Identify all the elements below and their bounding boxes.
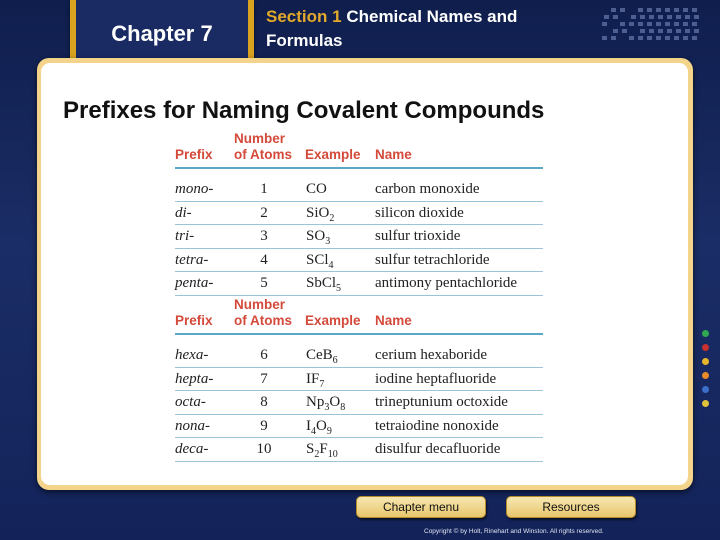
prefix-cell: di- bbox=[175, 204, 192, 221]
example-cell: $I_4O_9$ bbox=[306, 417, 332, 437]
example-cell: $SO_3$ bbox=[306, 228, 331, 247]
name-cell: tetraiodine nonoxide bbox=[375, 417, 499, 434]
name-cell: carbon monoxide bbox=[375, 181, 480, 197]
section-label: Section 1 bbox=[266, 7, 342, 26]
example-cell: $IF_7$ bbox=[306, 370, 325, 390]
header-rule bbox=[175, 167, 543, 169]
table-row bbox=[175, 344, 543, 368]
header-name: Name bbox=[375, 313, 412, 328]
header-example: Example bbox=[305, 313, 361, 328]
name-cell: sulfur trioxide bbox=[375, 228, 461, 244]
table-rows bbox=[175, 344, 543, 462]
table-row bbox=[175, 249, 543, 273]
table-row bbox=[175, 272, 543, 296]
section-heading bbox=[266, 5, 596, 53]
prefix-cell: hexa- bbox=[175, 347, 209, 363]
prefix-cell: deca- bbox=[175, 441, 209, 457]
number-cell: 8 bbox=[260, 394, 268, 410]
number-cell: 7 bbox=[260, 370, 268, 387]
table-row bbox=[175, 225, 543, 249]
number-cell: 9 bbox=[260, 417, 268, 434]
number-cell: 10 bbox=[256, 441, 272, 457]
table-row bbox=[175, 178, 543, 202]
resources-button[interactable]: Resources bbox=[506, 496, 636, 518]
table-row bbox=[175, 438, 543, 462]
table-row bbox=[175, 415, 543, 439]
table-header-row bbox=[175, 296, 543, 331]
prefix-table-group-2 bbox=[175, 296, 543, 462]
prefix-cell: hepta- bbox=[175, 370, 214, 387]
header-example: Example bbox=[305, 147, 361, 162]
header-prefix: Prefix bbox=[175, 147, 213, 162]
prefix-cell: penta- bbox=[175, 275, 214, 291]
prefix-cell: nona- bbox=[175, 417, 210, 434]
name-cell: disulfur decafluoride bbox=[375, 441, 501, 457]
number-cell: 1 bbox=[260, 181, 268, 197]
name-cell: sulfur tetrachloride bbox=[375, 251, 490, 268]
prefix-cell: mono- bbox=[175, 181, 214, 197]
example-cell: SCl$_4$ bbox=[306, 251, 334, 271]
table-row bbox=[175, 391, 543, 415]
prefix-cell: octa- bbox=[175, 394, 206, 410]
copyright-notice: Copyright © by Holt, Rinehart and Winston. All rights reserved. bbox=[424, 528, 604, 535]
table-row bbox=[175, 202, 543, 226]
example-cell: SbCl$_5$ bbox=[306, 275, 342, 294]
table-row bbox=[175, 368, 543, 392]
example-cell: SiO$_2$ bbox=[306, 204, 335, 224]
name-cell: antimony pentachloride bbox=[375, 275, 518, 291]
section-title-line1: Chemical Names and bbox=[346, 7, 518, 26]
name-cell: silicon dioxide bbox=[375, 204, 464, 221]
header-name: Name bbox=[375, 147, 412, 162]
header-number-of-atoms: Number of Atoms bbox=[234, 297, 292, 328]
table-header-row bbox=[175, 130, 543, 165]
content-panel bbox=[37, 58, 693, 490]
number-cell: 2 bbox=[260, 204, 268, 221]
number-cell: 3 bbox=[260, 228, 268, 244]
example-cell: $Np_3O_8$ bbox=[306, 394, 346, 413]
name-cell: cerium hexaboride bbox=[375, 347, 488, 363]
example-cell: CO bbox=[306, 181, 327, 197]
chapter-title: Chapter 7 bbox=[111, 21, 213, 46]
side-dot-column bbox=[702, 330, 710, 414]
example-cell: CeB$_6$ bbox=[306, 347, 338, 366]
header-prefix: Prefix bbox=[175, 313, 213, 328]
header-rule bbox=[175, 333, 543, 335]
prefix-cell: tri- bbox=[175, 228, 195, 244]
section-title-line2: Formulas bbox=[266, 31, 343, 50]
prefix-cell: tetra- bbox=[175, 251, 209, 268]
number-cell: 6 bbox=[260, 347, 268, 363]
prefix-table-group-1 bbox=[175, 130, 543, 296]
name-cell: trineptunium octoxide bbox=[375, 394, 508, 410]
number-cell: 5 bbox=[260, 275, 268, 291]
number-cell: 4 bbox=[260, 251, 268, 268]
chapter-menu-button[interactable]: Chapter menu bbox=[356, 496, 486, 518]
content-area bbox=[41, 63, 688, 485]
background-dot-grid bbox=[602, 8, 712, 48]
example-cell: $S_2F_{10}$ bbox=[306, 441, 338, 460]
table-rows bbox=[175, 178, 543, 296]
slide-title: Prefixes for Naming Covalent Compounds bbox=[63, 97, 545, 124]
header-number-of-atoms: Number of Atoms bbox=[234, 131, 292, 162]
name-cell: iodine heptafluoride bbox=[375, 370, 497, 387]
